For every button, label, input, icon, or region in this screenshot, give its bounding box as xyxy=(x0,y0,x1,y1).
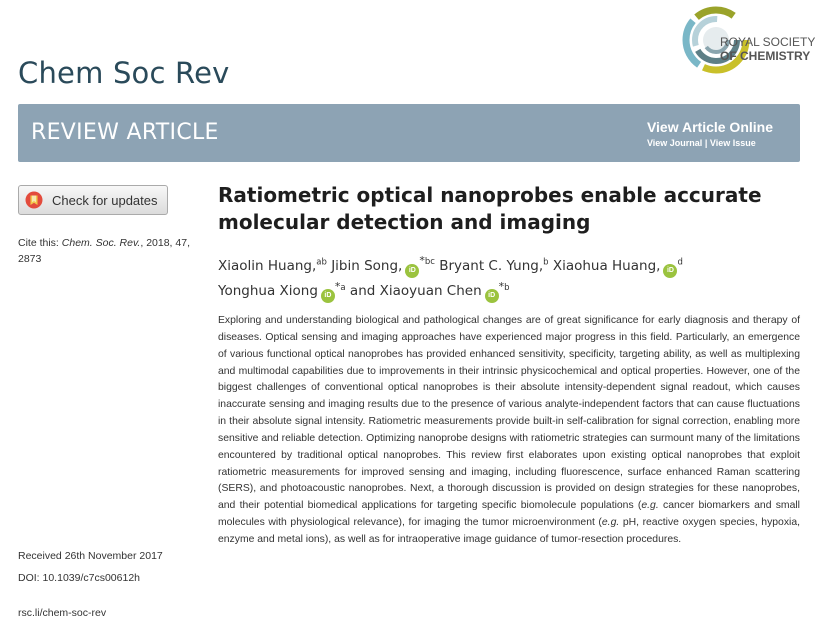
orcid-icon[interactable]: iD xyxy=(485,289,499,303)
affiliation-letters: a xyxy=(340,282,346,293)
corresponding-star: * xyxy=(498,279,505,293)
author-name[interactable]: Xiaolin Huang, xyxy=(218,257,317,274)
author-affiliation xyxy=(498,279,510,293)
author xyxy=(349,279,510,299)
author xyxy=(218,279,346,299)
author-name[interactable]: Bryant C. Yung, xyxy=(439,257,544,274)
author-affiliation xyxy=(334,279,346,293)
abstract xyxy=(218,313,800,549)
author xyxy=(218,258,327,274)
cite-prefix: Cite this: xyxy=(18,237,62,249)
abstract-eg-2: e.g. xyxy=(601,517,620,529)
author xyxy=(331,254,435,274)
article-banner xyxy=(18,104,800,162)
corresponding-star: * xyxy=(419,254,425,267)
author-affiliation xyxy=(677,257,682,267)
author-name[interactable]: Xiaohua Huang, xyxy=(552,257,661,274)
author-name[interactable]: Jibin Song, xyxy=(331,257,403,274)
abstract-text-2: cancer biomarkers and small molecules with physiological relevance), for imaging the tumor microenvironment ( xyxy=(218,500,800,529)
orcid-icon[interactable]: iD xyxy=(663,264,677,278)
article-title: Ratiometric optical nanoprobes enable accurate molecular detection and imaging xyxy=(218,183,762,234)
author xyxy=(553,258,683,274)
view-issue-link[interactable]: View Issue xyxy=(709,138,756,148)
cite-rest: , 2018, 47, 2873 xyxy=(18,237,190,266)
author-name[interactable]: Yonghua Xiong xyxy=(218,283,318,299)
corresponding-star: * xyxy=(334,279,341,293)
journal-title: Chem Soc Rev xyxy=(18,56,230,90)
author-name[interactable]: and Xiaoyuan Chen xyxy=(349,283,482,299)
author-affiliation xyxy=(543,257,548,267)
abstract-eg-1: e.g. xyxy=(641,500,659,512)
orcid-icon[interactable]: iD xyxy=(321,289,335,303)
abstract-text-1: Exploring and understanding biological and pathological changes are of great significance for early diagnosis and therapy of diseases. Optical sensing and imaging approaches have experienced major progress in this field. Particularly, an emergence of various functional optical nanoprobes has provided enhanced sensitivity, specificity, targeting ability, as well as multiplexing and multimodal capabilities due to improvements in their intrinsic physicochemical and optical properties. However, one of the biggest challenges of conventional optical nanoprobes is their absolute intensity-dependent signal readout, which causes inaccurate sensing and imaging results due to the presence of various analyte-independent factors that can cause fluctuations in their absolute signal intensity. Ratiometric measurements provide built-in self-calibration for signal correction, enabling more sensitive and reliable detection. Optimizing nanoprobe designs with ratiometric strategies can surmount many of the limitations encountered by traditional optical nanoprobes. This review first elaborates upon existing optical nanoprobes that exploit ratiometric measurements for improved sensing and imaging, including fluorescence, surface enhanced Raman scattering (SERS), and photoacoustic nanoprobes. Next, a thorough discussion is provided on design strategies for these nanoprobes, and their potential biomedical applications for targeting specific biomolecule populations ( xyxy=(218,315,800,512)
affiliation-letters: b xyxy=(504,282,510,293)
affiliation-letters: ab xyxy=(316,257,327,267)
author xyxy=(439,258,548,274)
author-affiliation xyxy=(419,254,435,267)
affiliation-letters: bc xyxy=(424,257,435,267)
author-affiliation xyxy=(316,257,327,267)
logo-line-2: OF CHEMISTRY xyxy=(720,49,811,63)
logo-line-1: ROYAL SOCIETY xyxy=(720,35,816,49)
view-article-online-link[interactable]: View Article Online xyxy=(646,119,773,135)
cite-journal: Chem. Soc. Rev. xyxy=(61,237,141,249)
received-date: Received 26th November 2017 xyxy=(18,550,163,562)
affiliation-letters: d xyxy=(677,257,683,267)
doi: DOI: 10.1039/c7cs00612h xyxy=(18,572,141,584)
author-list xyxy=(218,252,808,303)
bookmark-icon xyxy=(25,191,43,209)
orcid-icon[interactable]: iD xyxy=(405,264,419,278)
link-separator: | xyxy=(704,138,708,148)
view-online-block xyxy=(647,119,773,148)
affiliation-letters: b xyxy=(543,257,549,267)
article-type: REVIEW ARTICLE xyxy=(31,120,219,145)
check-for-updates-label: Check for updates xyxy=(52,192,158,208)
view-journal-link[interactable]: View Journal xyxy=(646,138,703,148)
check-for-updates-button[interactable] xyxy=(18,185,168,215)
rsc-short-link[interactable]: rsc.li/chem-soc-rev xyxy=(18,607,107,619)
rsc-logo xyxy=(678,2,817,72)
citation xyxy=(18,235,198,268)
abstract-text-3: pH, reactive oxygen species, hypoxia, enzyme and metal ions), as well as for intraoperative image guidance of tumor-resection procedures. xyxy=(218,517,801,545)
